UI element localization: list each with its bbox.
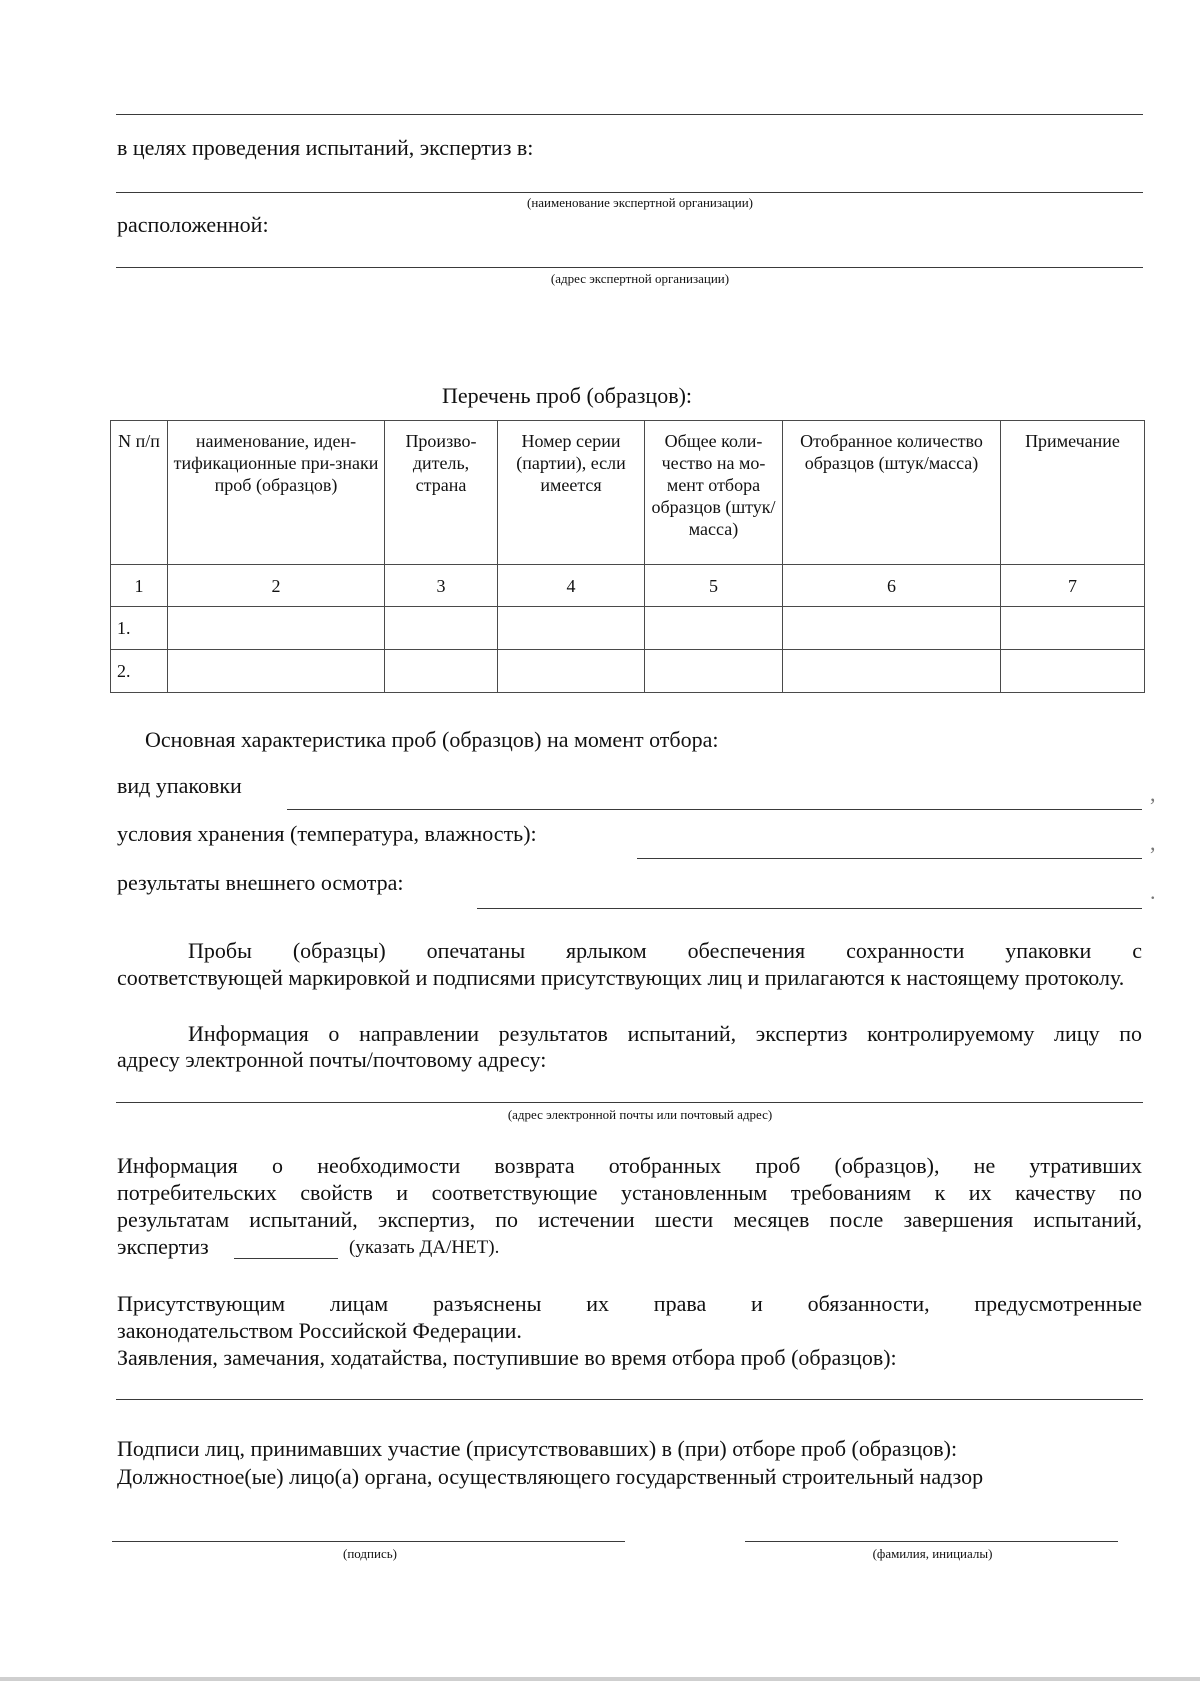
delivery-address-caption: (адрес электронной почты или почтовый адрес) — [507, 1107, 773, 1122]
return-line: потребительских свойств и соответствующие установленным требованиям к их качеству по — [117, 1180, 1142, 1205]
org-name-field[interactable] — [116, 192, 1143, 193]
org-address-field[interactable] — [116, 267, 1143, 268]
return-last-suffix: (указать ДА/НЕТ). — [349, 1237, 500, 1258]
return-line: результатам испытаний, экспертиз, по истечении шести месяцев после завершения испытаний, — [117, 1207, 1142, 1232]
samples-table-title: Перечень проб (образцов): — [441, 383, 693, 408]
column-number: 7 — [1001, 565, 1145, 607]
top-rule — [116, 114, 1143, 115]
storage-end: , — [1150, 830, 1156, 855]
column-header: Номер серии (партии), если имеется — [498, 421, 645, 565]
samples-table — [110, 420, 1145, 693]
column-header: Произво-дитель, страна — [385, 421, 498, 565]
column-number: 4 — [498, 565, 645, 607]
rights-second-line: законодательством Российской Федерации. — [117, 1318, 522, 1343]
delivery-address-field[interactable] — [116, 1102, 1143, 1103]
return-last-prefix: экспертиз — [117, 1234, 209, 1259]
page-bottom-edge — [0, 1677, 1200, 1681]
packaging-label: вид упаковки — [117, 773, 242, 798]
packaging-end: , — [1150, 781, 1156, 806]
table-header-row — [111, 421, 1145, 565]
column-number: 6 — [783, 565, 1001, 607]
table-row — [111, 607, 1145, 650]
table-cell[interactable] — [1001, 607, 1145, 650]
storage-label: условия хранения (температура, влажность): — [117, 821, 537, 846]
column-header: Примечание — [1001, 421, 1145, 565]
table-cell[interactable] — [783, 650, 1001, 693]
statements-label: Заявления, замечания, ходатайства, поступившие во время отбора проб (образцов): — [117, 1345, 897, 1370]
inspection-field[interactable] — [477, 908, 1142, 909]
return-line: Информация о необходимости возврата отобранных проб (образцов), не утративших — [117, 1153, 1142, 1178]
return-answer-field[interactable] — [234, 1258, 338, 1259]
statements-field[interactable] — [116, 1399, 1143, 1400]
org-name-caption: (наименование экспертной организации) — [526, 195, 753, 210]
official-label: Должностное(ые) лицо(а) органа, осуществляющего государственный строительный надзор — [117, 1464, 984, 1489]
located-label: расположенной: — [117, 212, 269, 237]
row-number: 2. — [111, 650, 168, 693]
purpose-text: в целях проведения испытаний, экспертиз в: — [117, 135, 534, 160]
table-cell[interactable] — [1001, 650, 1145, 693]
packaging-field[interactable] — [287, 809, 1142, 810]
column-number: 5 — [645, 565, 783, 607]
table-cell[interactable] — [385, 650, 498, 693]
column-header: Общее коли-чество на мо-мент отбора образцов (штук/масса) — [645, 421, 783, 565]
column-number: 3 — [385, 565, 498, 607]
delivery-second-line: адресу электронной почты/почтовому адресу: — [117, 1047, 547, 1072]
column-number-row — [111, 565, 1145, 607]
characteristics-heading: Основная характеристика проб (образцов) на момент отбора: — [145, 727, 719, 752]
signature-caption: (подпись) — [343, 1546, 397, 1561]
column-header: наименование, иден-тификационные при-знаки проб (образцов) — [168, 421, 385, 565]
column-header: N п/п — [111, 421, 168, 565]
table-cell[interactable] — [385, 607, 498, 650]
column-number: 1 — [111, 565, 168, 607]
table-cell[interactable] — [168, 607, 385, 650]
inspection-label: результаты внешнего осмотра: — [117, 870, 404, 895]
column-number: 2 — [168, 565, 385, 607]
inspection-end: . — [1150, 879, 1156, 904]
table-cell[interactable] — [498, 607, 645, 650]
table-cell[interactable] — [498, 650, 645, 693]
table-cell[interactable] — [783, 607, 1001, 650]
storage-field[interactable] — [637, 858, 1142, 859]
column-header: Отобранное количество образцов (штук/масса) — [783, 421, 1001, 565]
name-caption: (фамилия, инициалы) — [872, 1546, 993, 1561]
sealing-first-line: Пробы (образцы) опечатаны ярлыком обеспечения сохранности упаковки с — [188, 938, 1142, 963]
table-cell[interactable] — [645, 650, 783, 693]
name-field[interactable] — [745, 1541, 1118, 1542]
org-address-caption: (адрес экспертной организации) — [550, 271, 730, 286]
row-number: 1. — [111, 607, 168, 650]
rights-first-line: Присутствующим лицам разъяснены их права и обязанности, предусмотренные — [117, 1291, 1142, 1316]
table-cell[interactable] — [168, 650, 385, 693]
table-row — [111, 650, 1145, 693]
delivery-first-line: Информация о направлении результатов испытаний, экспертиз контролируемому лицу по — [188, 1021, 1142, 1046]
signatures-heading: Подписи лиц, принимавших участие (присутствовавших) в (при) отборе проб (образцов): — [117, 1436, 958, 1461]
sealing-rest: соответствующей маркировкой и подписями присутствующих лиц и прилагаются к настоящему протоколу. — [117, 965, 1125, 990]
signature-field[interactable] — [112, 1541, 625, 1542]
table-cell[interactable] — [645, 607, 783, 650]
